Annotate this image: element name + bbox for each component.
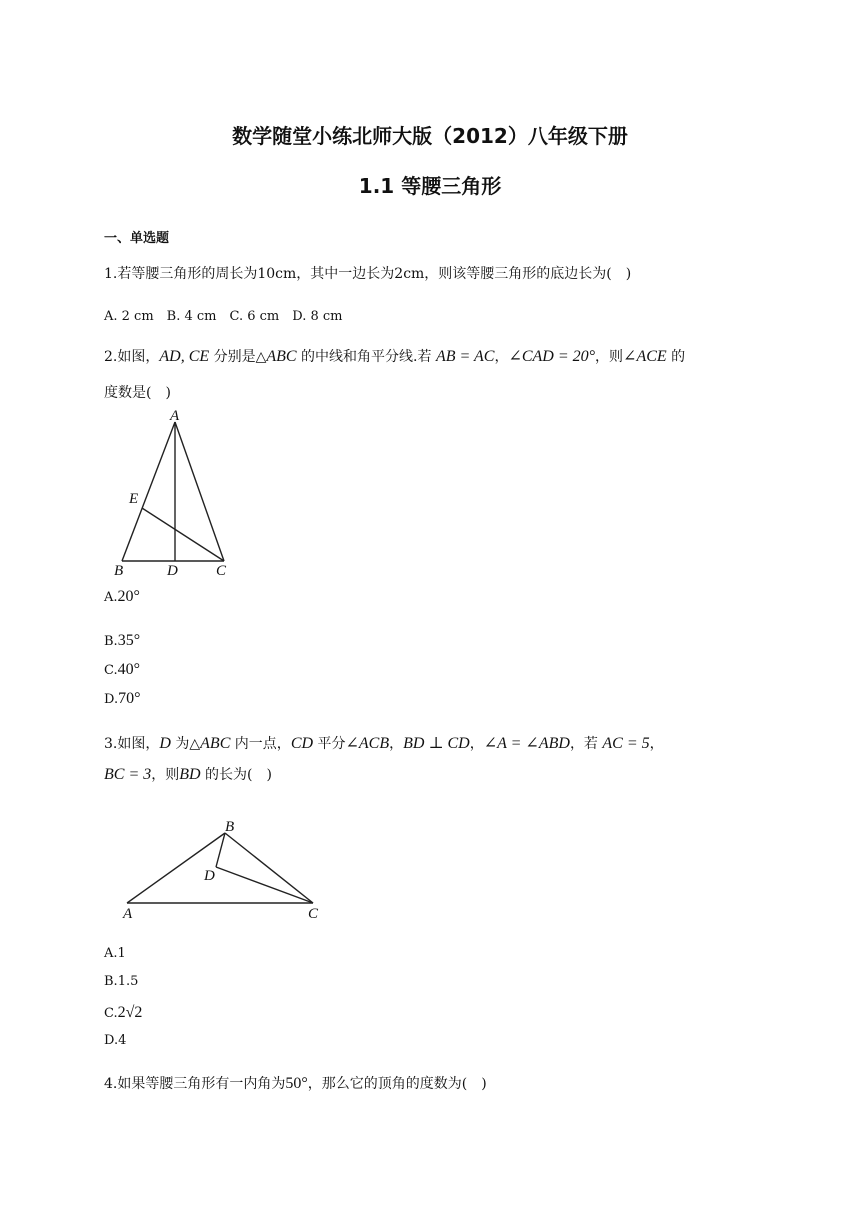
- section-heading: 一、单选题: [104, 231, 170, 246]
- question-4-stem: 4.如果等腰三角形有一内角为50°，那么它的顶角的度数为( ): [104, 1075, 487, 1092]
- segment-AC: [175, 422, 224, 561]
- question-2-stem-line1: 2.如图，AD, CE 分别是△ABC 的中线和角平分线.若 AB = AC，∠CAD = 20°，则∠ACE 的: [104, 348, 686, 365]
- label-B: B: [225, 819, 235, 835]
- question-2-figure: [108, 405, 238, 577]
- label-A: A: [123, 906, 133, 922]
- question-2-option-d[interactable]: D.70°: [104, 690, 141, 707]
- question-2-option-b[interactable]: B.35°: [104, 632, 141, 649]
- document-title: 数学随堂小练北师大版（2012）八年级下册: [232, 124, 628, 148]
- question-2-option-c[interactable]: C.40°: [104, 661, 141, 678]
- label-C: C: [216, 563, 227, 577]
- question-3-option-a[interactable]: A.1: [104, 946, 126, 961]
- question-3-option-d[interactable]: D.4: [104, 1033, 127, 1048]
- label-C: C: [308, 906, 319, 922]
- question-1-stem: 1.若等腰三角形的周长为10cm，其中一边长为2cm，则该等腰三角形的底边长为( ): [104, 266, 632, 282]
- question-1-options: A. 2 cm B. 4 cm C. 6 cm D. 8 cm: [104, 309, 343, 324]
- question-3-option-b[interactable]: B.1.5: [104, 974, 139, 989]
- segment-BC: [225, 833, 313, 903]
- label-B: B: [114, 563, 124, 577]
- question-3-stem-line2: BC = 3，则BD 的长为( ): [104, 766, 272, 783]
- label-E: E: [129, 491, 139, 507]
- segment-DC: [216, 867, 313, 903]
- segment-CE: [142, 508, 224, 561]
- question-2-option-a[interactable]: A.20°: [104, 588, 140, 605]
- document-subtitle: 1.1 等腰三角形: [358, 174, 502, 198]
- question-3-figure: [115, 815, 330, 923]
- question-2-stem-line2: 度数是( ): [104, 385, 171, 401]
- label-D: D: [167, 563, 178, 577]
- label-A: A: [170, 408, 180, 424]
- question-3-stem-line1: 3.如图，D 为△ABC 内一点，CD 平分∠ACB，BD ⊥ CD，∠A = ∠ABD，若 AC = 5，: [104, 735, 664, 752]
- question-3-option-c[interactable]: C.2√2: [104, 1004, 143, 1021]
- label-D: D: [204, 868, 215, 884]
